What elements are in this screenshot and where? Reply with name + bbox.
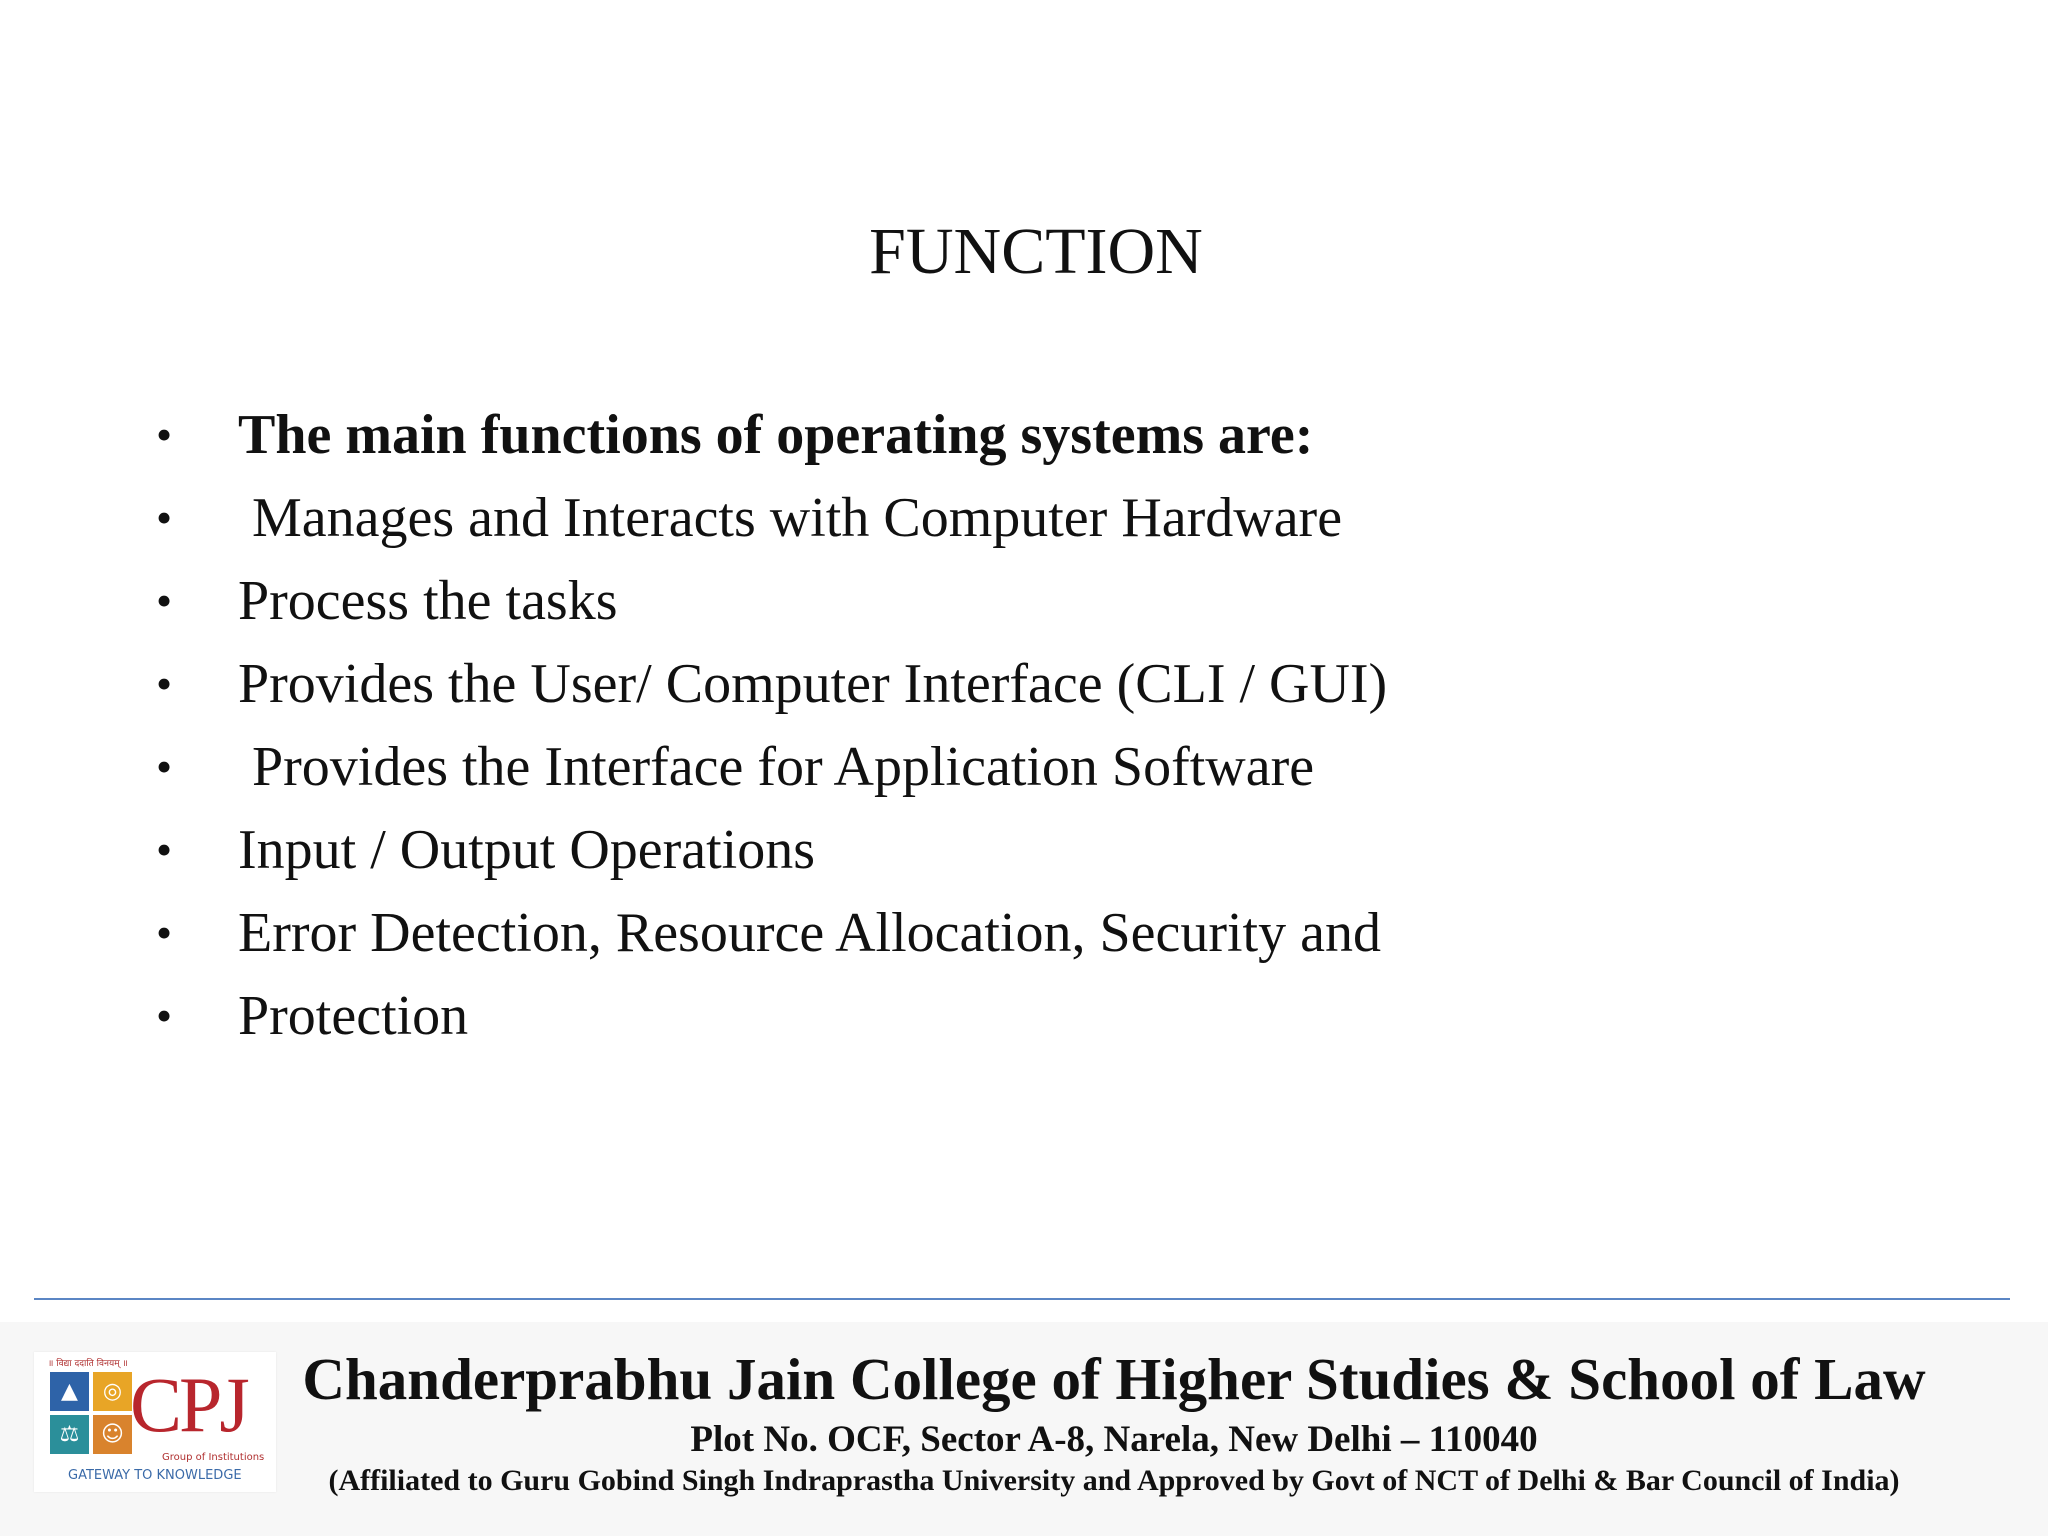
logo-letters: CPJ — [130, 1361, 247, 1448]
graduation-cap-icon: ▲ — [50, 1372, 89, 1411]
college-name: Chanderprabhu Jain College of Higher Studies & School of Law — [302, 1346, 1926, 1412]
scales-icon: ⚖ — [50, 1415, 89, 1454]
list-item — [0, 815, 2048, 898]
bullet-icon: • — [156, 492, 173, 543]
bullet-text: Error Detection, Resource Allocation, Security and — [238, 902, 1381, 964]
list-item — [0, 483, 2048, 566]
list-item — [0, 400, 2048, 483]
globe-icon: ◎ — [93, 1372, 132, 1411]
list-item — [0, 898, 2048, 981]
bullet-icon: • — [156, 990, 173, 1041]
bullet-text-intro: The main functions of operating systems are: — [238, 404, 1314, 466]
bullet-icon: • — [156, 824, 173, 875]
logo-tagline: ॥ विद्या ददाति विनयम् ॥ — [48, 1359, 128, 1369]
logo-gateway-text: GATEWAY TO KNOWLEDGE — [68, 1468, 242, 1483]
footer-divider — [34, 1298, 2010, 1300]
college-address: Plot No. OCF, Sector A-8, Narela, New Delhi – 110040 — [690, 1419, 1538, 1460]
bullet-icon: • — [156, 907, 173, 958]
list-item — [0, 649, 2048, 732]
logo-group-text: Group of Institutions — [162, 1452, 265, 1463]
bullet-icon: • — [156, 409, 173, 460]
college-affiliation: (Affiliated to Guru Gobind Singh Indraprastha University and Approved by Govt of NCT of Delhi & Bar Council of India) — [328, 1464, 1900, 1497]
college-logo — [34, 1352, 276, 1492]
bullet-icon: • — [156, 575, 173, 626]
bullet-text: Provides the Interface for Application Software — [252, 736, 1315, 798]
list-item — [0, 566, 2048, 649]
bullet-text: Provides the User/ Computer Interface (CLI / GUI) — [238, 653, 1388, 715]
bullet-icon: • — [156, 741, 173, 792]
bullet-text: Process the tasks — [238, 570, 618, 632]
bullet-list — [0, 400, 2048, 1064]
logo-emblem — [50, 1372, 132, 1454]
list-item — [0, 732, 2048, 815]
slide-title: FUNCTION — [869, 215, 1203, 288]
bullet-icon: • — [156, 658, 173, 709]
bullet-text: Input / Output Operations — [238, 819, 816, 881]
person-icon: ☺ — [93, 1415, 132, 1454]
bullet-text: Protection — [238, 985, 469, 1047]
list-item — [0, 981, 2048, 1064]
bullet-text: Manages and Interacts with Computer Hardware — [252, 487, 1343, 549]
